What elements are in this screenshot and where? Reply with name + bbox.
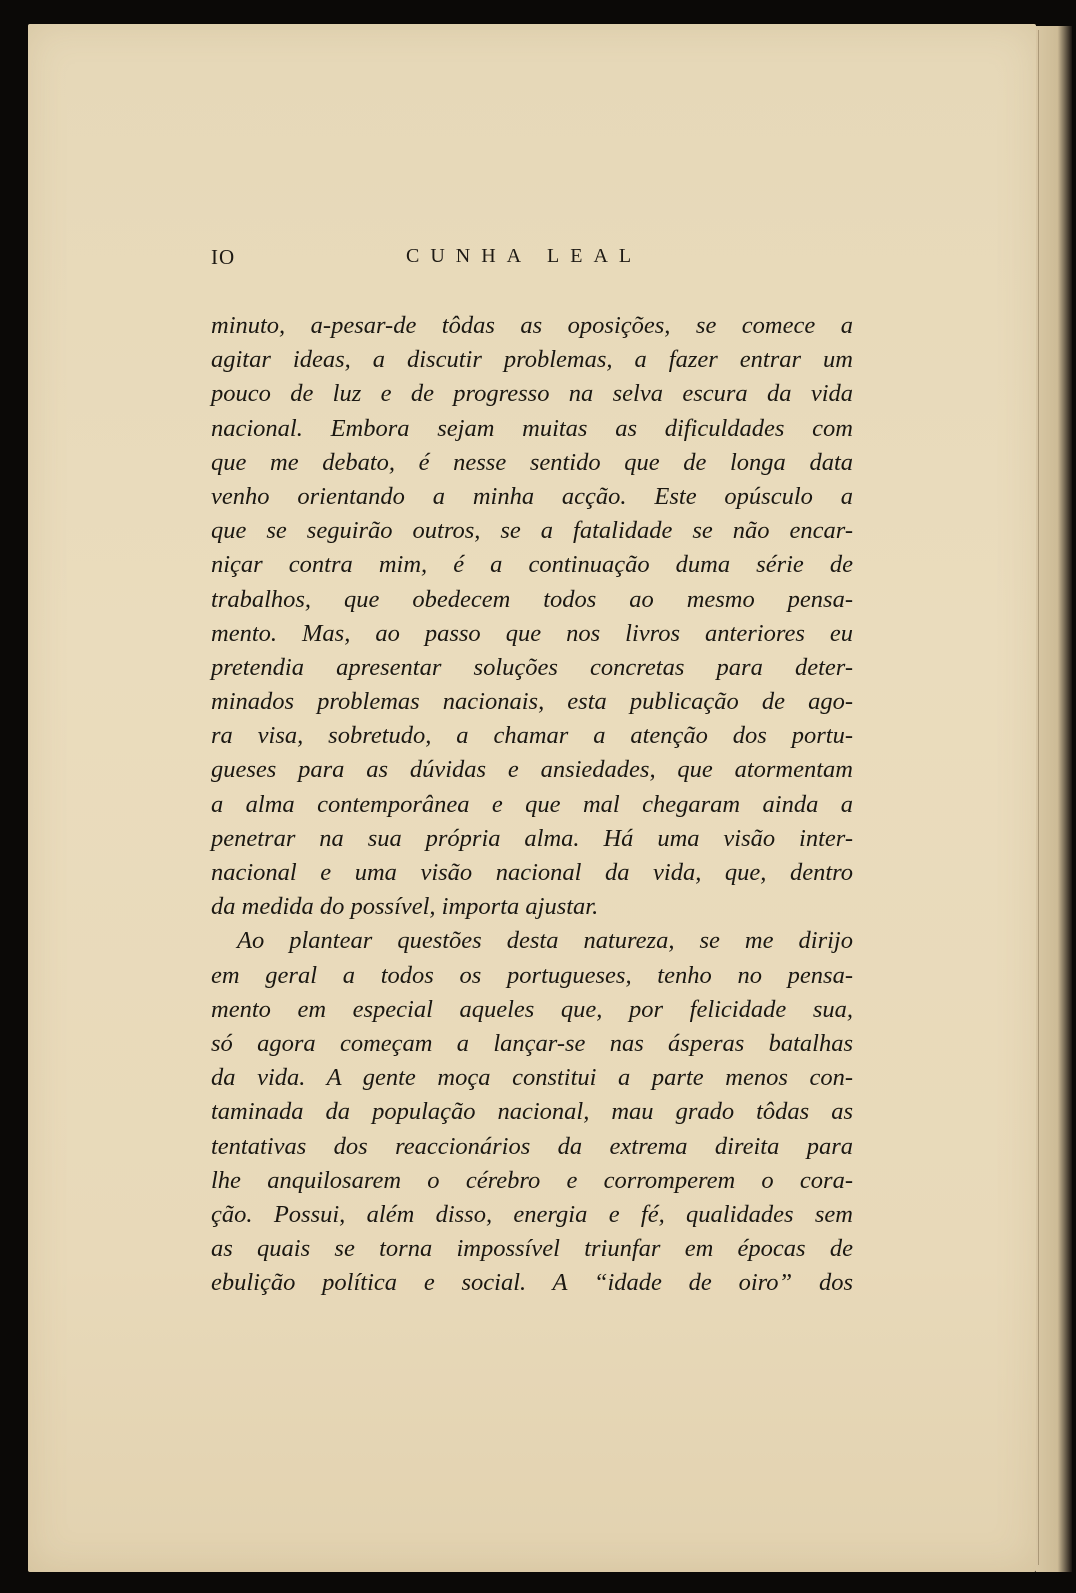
text-line: da vida. A gente moça constitui a parte menos con- — [211, 1064, 853, 1092]
text-line: pretendia apresentar soluções concretas para deter- — [211, 653, 853, 681]
book-title: CUNHA LEAL — [406, 245, 643, 267]
text-line: as quais se torna impossível triunfar em épocas de — [211, 1235, 853, 1263]
page-number: IO — [211, 245, 236, 269]
text-line: mento em especial aqueles que, por felicidade sua, — [211, 995, 853, 1023]
text-line: tentativas dos reaccionários da extrema direita para — [211, 1132, 853, 1160]
text-line: penetrar na sua própria alma. Há uma visão inter- — [211, 824, 853, 852]
text-line: que me debato, é nesse sentido que de longa data — [211, 448, 853, 476]
text-line: pouco de luz e de progresso na selva escura da vida — [211, 380, 853, 408]
text-line: niçar contra mim, é a continuação duma série de — [211, 551, 853, 579]
text-line-paragraph-start: Ao plantear questões desta natureza, se me dirijo — [237, 927, 853, 955]
body-text — [211, 309, 853, 1300]
text-line: taminada da população nacional, mau grado tôdas as — [211, 1098, 853, 1126]
text-line: que se seguirão outros, se a fatalidade se não encar- — [211, 517, 853, 545]
text-line: gueses para as dúvidas e ansiedades, que atormentam — [211, 756, 853, 784]
text-line: nacional e uma visão nacional da vida, que, dentro — [211, 859, 853, 886]
text-line: ebulição política e social. A “idade de oiro” dos — [211, 1269, 853, 1297]
text-line: trabalhos, que obedecem todos ao mesmo pensa- — [211, 585, 853, 613]
text-line: venho orientando a minha acção. Este opúsculo a — [211, 482, 853, 510]
text-line: só agora começam a lançar-se nas ásperas batalhas — [211, 1029, 853, 1057]
text-line: a alma contemporânea e que mal chegaram ainda a — [211, 790, 853, 818]
text-line-paragraph-end: da medida do possível, importa ajustar. — [211, 893, 599, 921]
text-line: ra visa, sobretudo, a chamar a atenção dos portu- — [211, 722, 853, 750]
text-line: agitar ideas, a discutir problemas, a fazer entrar um — [211, 346, 853, 374]
text-line: ção. Possui, além disso, energia e fé, qualidades sem — [211, 1200, 853, 1228]
running-head — [211, 245, 1076, 273]
text-line: minuto, a-pesar-de tôdas as oposições, se comece a — [211, 312, 853, 339]
text-line: lhe anquilosarem o cérebro e corromperem o cora- — [211, 1166, 853, 1194]
text-line: nacional. Embora sejam muitas as dificuldades com — [211, 414, 853, 442]
text-line: em geral a todos os portugueses, tenho no pensa- — [211, 961, 853, 989]
text-line: minados problemas nacionais, esta publicação de ago- — [211, 688, 853, 716]
text-line: mento. Mas, ao passo que nos livros anteriores eu — [211, 619, 853, 647]
